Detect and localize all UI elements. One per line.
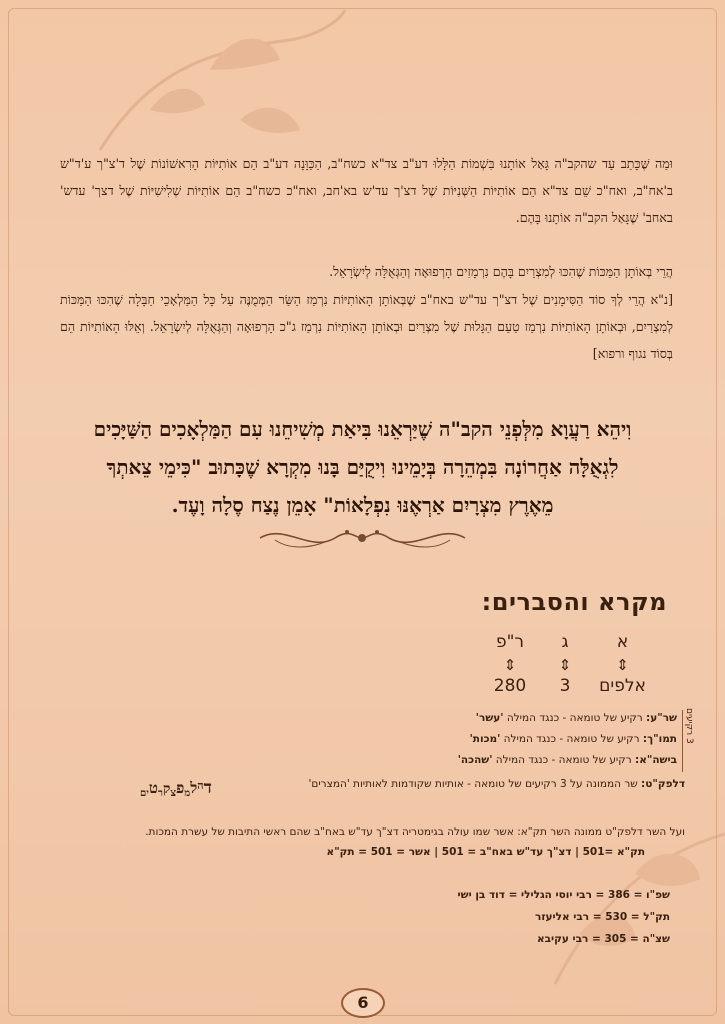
blessing-line: לִגְאֻלָּה אַחֲרוֹנָה בִּמְהֵרָה בְּיָמֵינוּ וִיקֻיַּם בָּנוּ מִקְרָא שֶׁכָּתוּב "כִּימֵי צֵאתְךָ <box>106 455 619 479</box>
gematria-value: 3 <box>559 676 571 696</box>
double-arrow-icon: ⇕ <box>503 656 517 674</box>
floral-ornament-top <box>90 10 350 160</box>
paragraph-gematria: וּמַה שֶּׁכָּתַב עַד שהקב"ה גָּאַל אוֹתָנוּ בִּשְׁמוֹת הַלָּלוּ דע"ב צד"א כשח"ב, הַכַּוָּנָה דע"ב הֵם אוֹתִיּוֹת הָרִאשׁוֹנוֹת שֶׁל ד'צ"ך ע'ד"ש ב'אח"ב, ואח"כ שֵׁם צד"א הֵם אוֹתִיּוֹת הַשְּׁנִיּוֹת שֶׁל דצ'ך עד'ש בא'חב, ואח"כ כשח"ב הֵם אוֹתִיּוֹת שְׁלִישִׁיּוֹת שֶׁל דצך' עדש' באחב' שֶׁגָּאַל הקב"ה אוֹתָנוּ בָּהֶם. <box>60 156 673 225</box>
section-heading: מקרא והסברים: <box>481 588 667 616</box>
gematria-column <box>485 632 535 698</box>
definition-line: דלפק"ט: שר הממונה על 3 רקיעים של טומאה - אותיות שקודמות לאותיות 'המצרים' דהלמפצקרטים <box>140 778 685 799</box>
gematria-value: 280 <box>493 676 527 696</box>
gematria-column <box>550 632 580 698</box>
list-item: שצ"ה = 305 = רבי עקיבא <box>537 933 670 945</box>
side-label: 3 רקיעים <box>684 708 694 744</box>
list-item: תמו"ך: רקיע של טומאה - כנגד המילה 'מכות' <box>469 733 677 745</box>
blessing-line: וִיהֵא רַעֲוָא מִלְּפְנֵי הקב"ה שֶׁיַּרְאֵנוּ בִּיאַת מְשִׁיחֵנוּ עִם הַמַּלְאָכִים הַשַּׁיָּכִים <box>93 417 632 441</box>
gematria-table <box>460 632 650 702</box>
decorative-letters: דהלמפצקרטים <box>140 778 212 799</box>
names-list <box>458 884 670 950</box>
list-item: שפ"ו = 386 = רבי יוסי הגלילי = דוד בן ישי <box>457 889 670 901</box>
blessing-text <box>40 410 685 524</box>
gematria-letter: ר"פ <box>495 632 525 652</box>
gematria-letter: ג <box>561 632 569 652</box>
list-item: תק"ל = 530 = רבי אליעזר <box>535 911 670 923</box>
list-item: בישה"א: רקיע של טומאה - כנגד המילה 'שהכה' <box>457 754 677 766</box>
list-item: שר"ע: רקיע של טומאה - כנגד המילה 'עשר' <box>475 712 677 724</box>
paragraph-plagues: הֲרֵי בְּאוֹתָן הַמַּכּוֹת שֶׁהִכּוּ לְמִצְרַיִם בָּהֶם נִרְמָזִים הָרְפוּאָה וְהַגְּאֻלָּה לְיִשְׂרָאֵל. <box>329 264 673 279</box>
ta-explanation: ועל השר דלפק"ט ממונה השר תק"א: אשר שמו עולה בגימטריה דצ"ך עד"ש באח"ב שהם ראשי התיבות של עשרת המכות. <box>145 826 685 838</box>
flourish-divider <box>255 518 470 558</box>
blessing-line: מֵאֶרֶץ מִצְרָיִם אַרְאֶנּוּ נִפְלָאוֹת" אָמֵן נֶצַח סֶלָה וָעֶד. <box>171 493 554 517</box>
ta-equation: תק"א =501 | דצ"ך עד"ש באח"ב = 501 | אשר = 501 = תק"א <box>326 846 645 858</box>
page-number: 6 <box>331 983 391 1017</box>
firmament-list <box>457 708 694 771</box>
double-arrow-icon: ⇕ <box>558 656 572 674</box>
gematria-column <box>595 632 650 698</box>
paragraph-alternate: [נ"א הֲרֵי לְךָ סוֹד הַסִּימָנִים שֶׁל דצ"ך עד"ש באח"ב שֶׁבְּאוֹתָן הָאוֹתִיּוֹת נִרְמַז הַשַּׂר הַמְּמֻנֶּה עַל כָּל הַמַּלְאָכֵי חַבָּלָה שֶׁהִכּוּ הַמַּכּוֹת לְמִצְרַיִם, וּבְאוֹתָן הָאוֹתִיּוֹת נִרְמַז טַעַם הַגָּלוּת שֶׁל מִצְרַיִם וּבְאוֹתָן הָאוֹתִיּוֹת נִרְמַז ג"כ הָרְפוּאָה וְהַגְּאֻלָּה לְיִשְׂרָאֵל. וְאֵלּוּ הָאוֹתִיּוֹת הֵם בְּסוֹד נגוף ורפוא] <box>60 292 673 361</box>
double-arrow-icon: ⇕ <box>616 656 629 674</box>
side-divider <box>682 710 683 772</box>
gematria-value: אלפים <box>599 676 646 696</box>
gematria-letter: א <box>616 632 629 652</box>
